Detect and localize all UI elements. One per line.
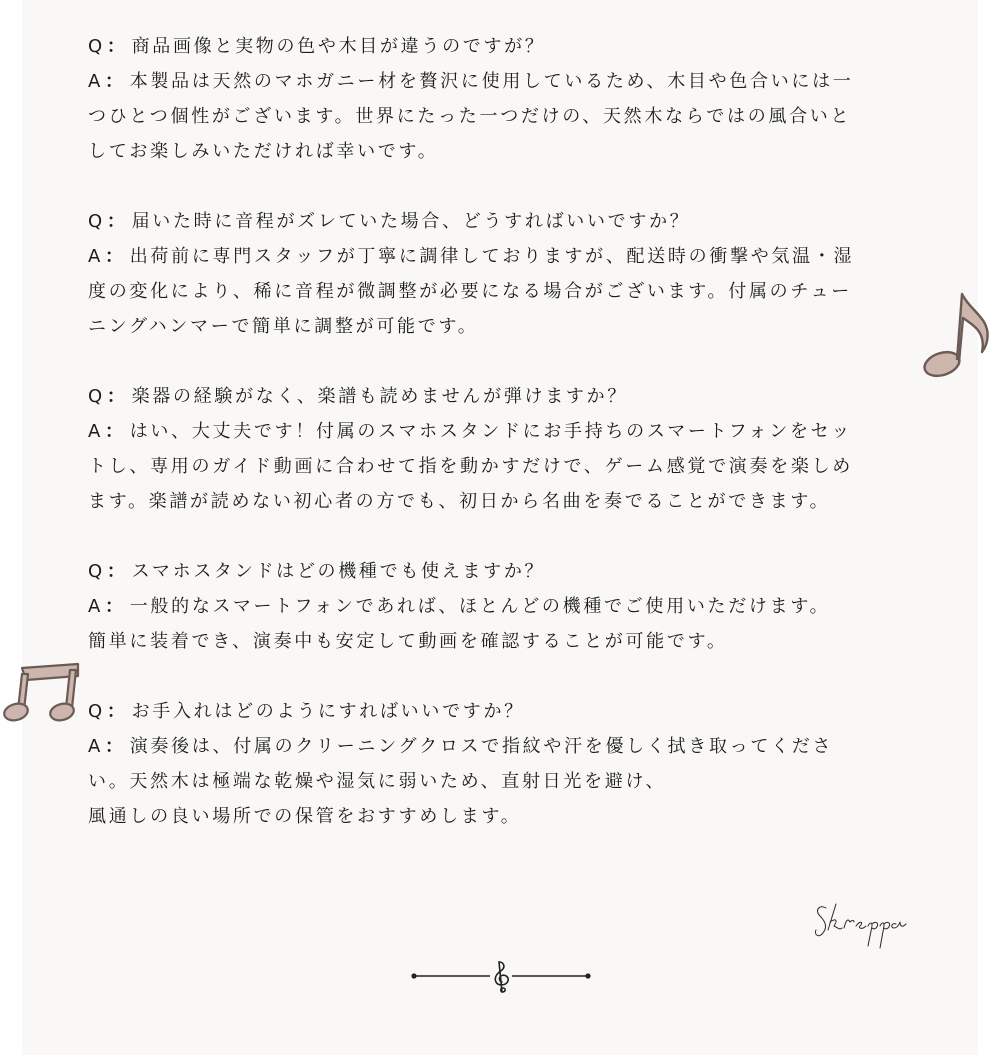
- faq-answer-line-prefix: A: [88, 246, 104, 267]
- colon: ：: [106, 386, 128, 407]
- faq-item: [88, 554, 918, 659]
- faq-answer-line-text: 演奏後は、付属のクリーニングクロスで指紋や汗を優しく拭き取ってくださ: [129, 736, 834, 757]
- faq-question: [88, 694, 918, 729]
- colon: ：: [105, 736, 126, 757]
- faq-item: [88, 379, 918, 519]
- faq-answer-line-text: ニングハンマーで簡単に調整が可能です。: [88, 316, 479, 337]
- faq-item: [88, 204, 918, 344]
- faq-question: [88, 379, 918, 414]
- faq-answer-line-prefix: A: [88, 736, 104, 757]
- faq-answer-line-text: ます。楽譜が読めない初心者の方でも、初日から名曲を奏でることができます。: [88, 491, 831, 512]
- faq-list: [88, 29, 918, 869]
- faq-answer-line-text: 風通しの良い場所での保管をおすすめします。: [88, 806, 522, 827]
- faq-answer-line: [88, 764, 918, 799]
- faq-question-prefix: Q: [88, 701, 105, 722]
- faq-question-prefix: Q: [88, 211, 105, 232]
- faq-answer-line: [88, 99, 918, 134]
- faq-question: [88, 29, 918, 64]
- faq-answer-line-prefix: A: [88, 71, 104, 92]
- divider-right: [512, 973, 591, 978]
- faq-answer-line: [88, 799, 918, 834]
- faq-answer-line: [88, 274, 918, 309]
- faq-question-text: 商品画像と実物の色や木目が違うのですが？: [131, 36, 546, 57]
- faq-answer-line-text: 度の変化により、稀に音程が微調整が必要になる場合がございます。付属のチュー: [88, 281, 852, 302]
- faq-answer-line: [88, 64, 918, 99]
- faq-question-text: スマホスタンドはどの機種でも使えますか？: [131, 561, 546, 582]
- colon: ：: [105, 246, 126, 267]
- colon: ：: [106, 701, 128, 722]
- eighth-note-icon: [920, 288, 994, 384]
- faq-answer-line: [88, 309, 918, 344]
- faq-answer-line: [88, 239, 918, 274]
- faq-answer-line-prefix: A: [88, 421, 104, 442]
- colon: ：: [105, 71, 126, 92]
- faq-answer-line: [88, 589, 918, 624]
- faq-item: [88, 694, 918, 834]
- faq-question-prefix: Q: [88, 36, 105, 57]
- faq-question-text: 楽器の経験がなく、楽譜も読めませんが弾けますか？: [131, 386, 629, 407]
- faq-answer-line-text: 本製品は天然のマホガニー材を贅沢に使用しているため、木目や色合いには一: [129, 71, 854, 92]
- colon: ：: [105, 421, 126, 442]
- faq-question: [88, 554, 918, 589]
- faq-answer-line: [88, 729, 918, 764]
- faq-answer-line: [88, 449, 918, 484]
- faq-question-prefix: Q: [88, 561, 105, 582]
- divider: [410, 956, 592, 996]
- faq-answer-line-text: つひとつ個性がございます。世界にたった一つだけの、天然木ならではの風合いと: [88, 106, 852, 127]
- treble-clef-icon: [495, 962, 508, 992]
- faq-answer-line-text: してお楽しみいただければ幸いです。: [88, 141, 439, 162]
- faq-answer-line: [88, 484, 918, 519]
- faq-item: [88, 29, 918, 169]
- faq-answer-line: [88, 134, 918, 169]
- faq-answer-line-prefix: A: [88, 596, 104, 617]
- divider-left: [411, 973, 490, 978]
- colon: ：: [106, 211, 128, 232]
- colon: ：: [106, 36, 128, 57]
- faq-answer-line-text: はい、大丈夫です！付属のスマホスタンドにお手持ちのスマートフォンをセッ: [129, 421, 853, 442]
- faq-answer-line: [88, 624, 918, 659]
- faq-question: [88, 204, 918, 239]
- faq-answer-line-text: 一般的なスマートフォンであれば、ほとんどの機種でご使用いただけます。: [129, 596, 831, 617]
- faq-answer-line-text: い。天然木は極端な乾燥や湿気に弱いため、直射日光を避け、: [88, 771, 667, 792]
- faq-answer-line-text: 出荷前に専門スタッフが丁寧に調律しておりますが、配送時の衝撃や気温・湿: [129, 246, 855, 267]
- faq-question-text: 届いた時に音程がズレていた場合、どうすればいいですか？: [131, 211, 691, 232]
- faq-answer-line-text: トし、専用のガイド動画に合わせて指を動かすだけで、ゲーム感覚で演奏を楽しめ: [88, 456, 853, 477]
- beamed-eighth-notes-icon: [2, 660, 82, 728]
- faq-answer-line: [88, 414, 918, 449]
- colon: ：: [105, 596, 126, 617]
- colon: ：: [106, 561, 128, 582]
- faq-question-text: お手入れはどのようにすればいいですか？: [131, 701, 525, 722]
- signature: [812, 898, 910, 952]
- faq-question-prefix: Q: [88, 386, 105, 407]
- faq-answer-line-text: 簡単に装着でき、演奏中も安定して動画を確認することが可能です。: [88, 631, 728, 652]
